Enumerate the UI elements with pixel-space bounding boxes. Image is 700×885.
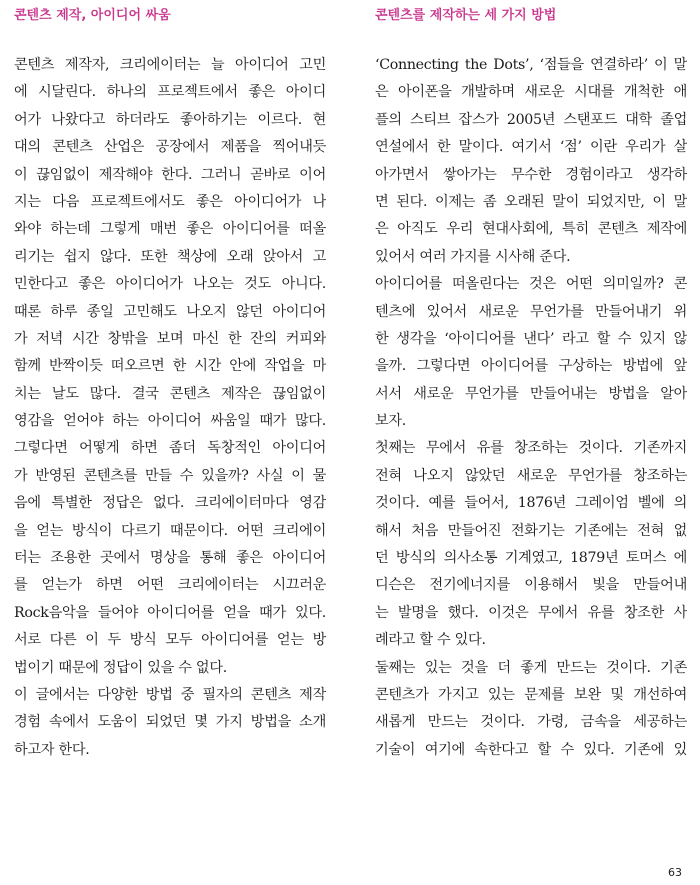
body-line: 전혀 나오지 않았던 새로운 무언가를 창조하는 bbox=[375, 467, 687, 484]
body-line: ‘Connecting the Dots’, ‘점들을 연결하라’ 이 말 bbox=[375, 57, 687, 73]
body-line: 하고자 한다. bbox=[14, 741, 90, 758]
body-line: 아가면서 쌓아가는 무수한 경험이라고 생각하 bbox=[375, 166, 687, 183]
body-line: 터는 조용한 곳에서 명상을 통해 좋은 아이디어 bbox=[14, 550, 326, 567]
body-line: 은 아이폰을 개발하며 새로운 시대를 개척한 애 bbox=[375, 84, 687, 101]
body-line: 법이기 때문에 정답이 있을 수 없다. bbox=[14, 659, 227, 676]
body-line: 가 반영된 콘텐츠를 만들 수 있을까? 사실 이 물 bbox=[14, 467, 326, 484]
body-line: 연설에서 한 말이다. 여기서 ‘점’ 이란 우리가 살 bbox=[375, 139, 687, 156]
body-line: 치는 날도 많다. 결국 콘텐츠 제작은 끊임없이 bbox=[14, 385, 326, 402]
body-line: 은 아직도 우리 현대사회에, 특히 콘텐츠 제작에 bbox=[375, 221, 687, 238]
body-line: 보자. bbox=[375, 413, 407, 430]
body-line: 것이다. 예를 들어서, 1876년 그레이엄 벨에 의 bbox=[375, 495, 687, 512]
body-line: 민한다고 좋은 아이디어가 나오는 것도 아니다. bbox=[14, 276, 326, 293]
body-line: 음에 특별한 정답은 없다. 크리에이터마다 영감 bbox=[14, 495, 326, 512]
body-line: 텐츠에 있어서 새로운 무언가를 만들어내기 위 bbox=[375, 303, 687, 320]
body-line: 둘째는 있는 것을 더 좋게 만드는 것이다. 기존 bbox=[375, 659, 687, 676]
body-line: 새롭게 만드는 것이다. 가령, 금속을 세공하는 bbox=[375, 714, 687, 731]
body-line: 아이디어를 떠올린다는 것은 어떤 의미일까? 콘 bbox=[375, 276, 687, 293]
right-column-body bbox=[375, 52, 687, 764]
body-line: 첫째는 무에서 유를 창조하는 것이다. 기존까지 bbox=[375, 440, 687, 457]
body-line: 경험 속에서 도움이 되었던 몇 가지 방법을 소개 bbox=[14, 714, 326, 731]
body-line: 가 저녁 시간 창밖을 보며 마신 한 잔의 커피와 bbox=[14, 330, 326, 347]
right-section-title: 콘텐츠를 제작하는 세 가지 방법 bbox=[375, 8, 557, 23]
body-line: 영감을 얻어야 하는 아이디어 싸움일 때가 많다. bbox=[14, 413, 326, 430]
body-line: 서로 다른 이 두 방식 모두 아이디어를 얻는 방 bbox=[14, 632, 326, 649]
body-line: 서서 새로운 무언가를 만들어내는 방법을 알아 bbox=[375, 385, 687, 402]
body-line: 던 방식의 의사소통 기계였고, 1879년 토머스 에 bbox=[375, 550, 687, 567]
body-line: 어가 나왔다고 하더라도 좋아하기는 이르다. 현 bbox=[14, 111, 326, 128]
body-line: Rock음악을 들어야 아이디어를 얻을 때가 있다. bbox=[14, 604, 326, 621]
body-line: 와야 하는데 그렇게 매번 좋은 아이디어를 떠올 bbox=[14, 221, 326, 238]
body-line: 디슨은 전기에너지를 이용해서 빛을 만들어내 bbox=[375, 577, 687, 594]
body-line: 플의 스티브 잡스가 2005년 스탠포드 대학 졸업 bbox=[375, 111, 687, 128]
body-line: 기술이 여기에 속한다고 할 수 있다. 기존에 있 bbox=[375, 741, 687, 758]
body-line: 있어서 여러 가지를 시사해 준다. bbox=[375, 248, 571, 265]
body-line: 를 얻는가 하면 어떤 크리에이터는 시끄러운 bbox=[14, 577, 326, 594]
body-line: 때론 하루 종일 고민해도 나오지 않던 아이디어 bbox=[14, 303, 326, 320]
left-section-title: 콘텐츠 제작, 아이디어 싸움 bbox=[14, 8, 171, 23]
body-line: 콘텐츠가 가지고 있는 문제를 보완 및 개선하여 bbox=[375, 686, 687, 703]
body-line: 함께 반짝이듯 떠오르면 한 시간 안에 작업을 마 bbox=[14, 358, 326, 375]
body-line: 대의 콘텐츠 산업은 공장에서 제품을 찍어내듯 bbox=[14, 139, 326, 156]
body-line: 면 된다. 이제는 좀 오래된 말이 되었지만, 이 말 bbox=[375, 193, 687, 210]
body-line: 그렇다면 어떻게 하면 좀더 독창적인 아이디어 bbox=[14, 440, 326, 457]
body-line: 는 발명을 했다. 이것은 무에서 유를 창조한 사 bbox=[375, 604, 687, 621]
body-line: 이 끊임없이 제작해야 한다. 그러니 곧바로 이어 bbox=[14, 166, 326, 183]
page-number: 63 bbox=[668, 866, 682, 879]
body-line: 을까. 그렇다면 아이디어를 구상하는 방법에 앞 bbox=[375, 358, 687, 375]
body-line: 에 시달린다. 하나의 프로젝트에서 좋은 아이디 bbox=[14, 84, 326, 101]
body-line: 리기는 쉽지 않다. 또한 책상에 오래 앉아서 고 bbox=[14, 248, 326, 265]
body-line: 한 생각을 ‘아이디어를 낸다’ 라고 할 수 있지 않 bbox=[375, 330, 687, 347]
body-line: 콘텐츠 제작자, 크리에이터는 늘 아이디어 고민 bbox=[14, 57, 326, 73]
body-line: 을 얻는 방식이 다르기 때문이다. 어떤 크리에이 bbox=[14, 522, 326, 539]
body-line: 해서 처음 만들어진 전화기는 기존에는 전혀 없 bbox=[375, 522, 687, 539]
body-line: 례라고 할 수 있다. bbox=[375, 632, 486, 649]
body-line: 지는 다음 프로젝트에서도 좋은 아이디어가 나 bbox=[14, 193, 326, 210]
left-column-body bbox=[14, 52, 326, 764]
body-line: 이 글에서는 다양한 방법 중 필자의 콘텐츠 제작 bbox=[14, 686, 326, 703]
